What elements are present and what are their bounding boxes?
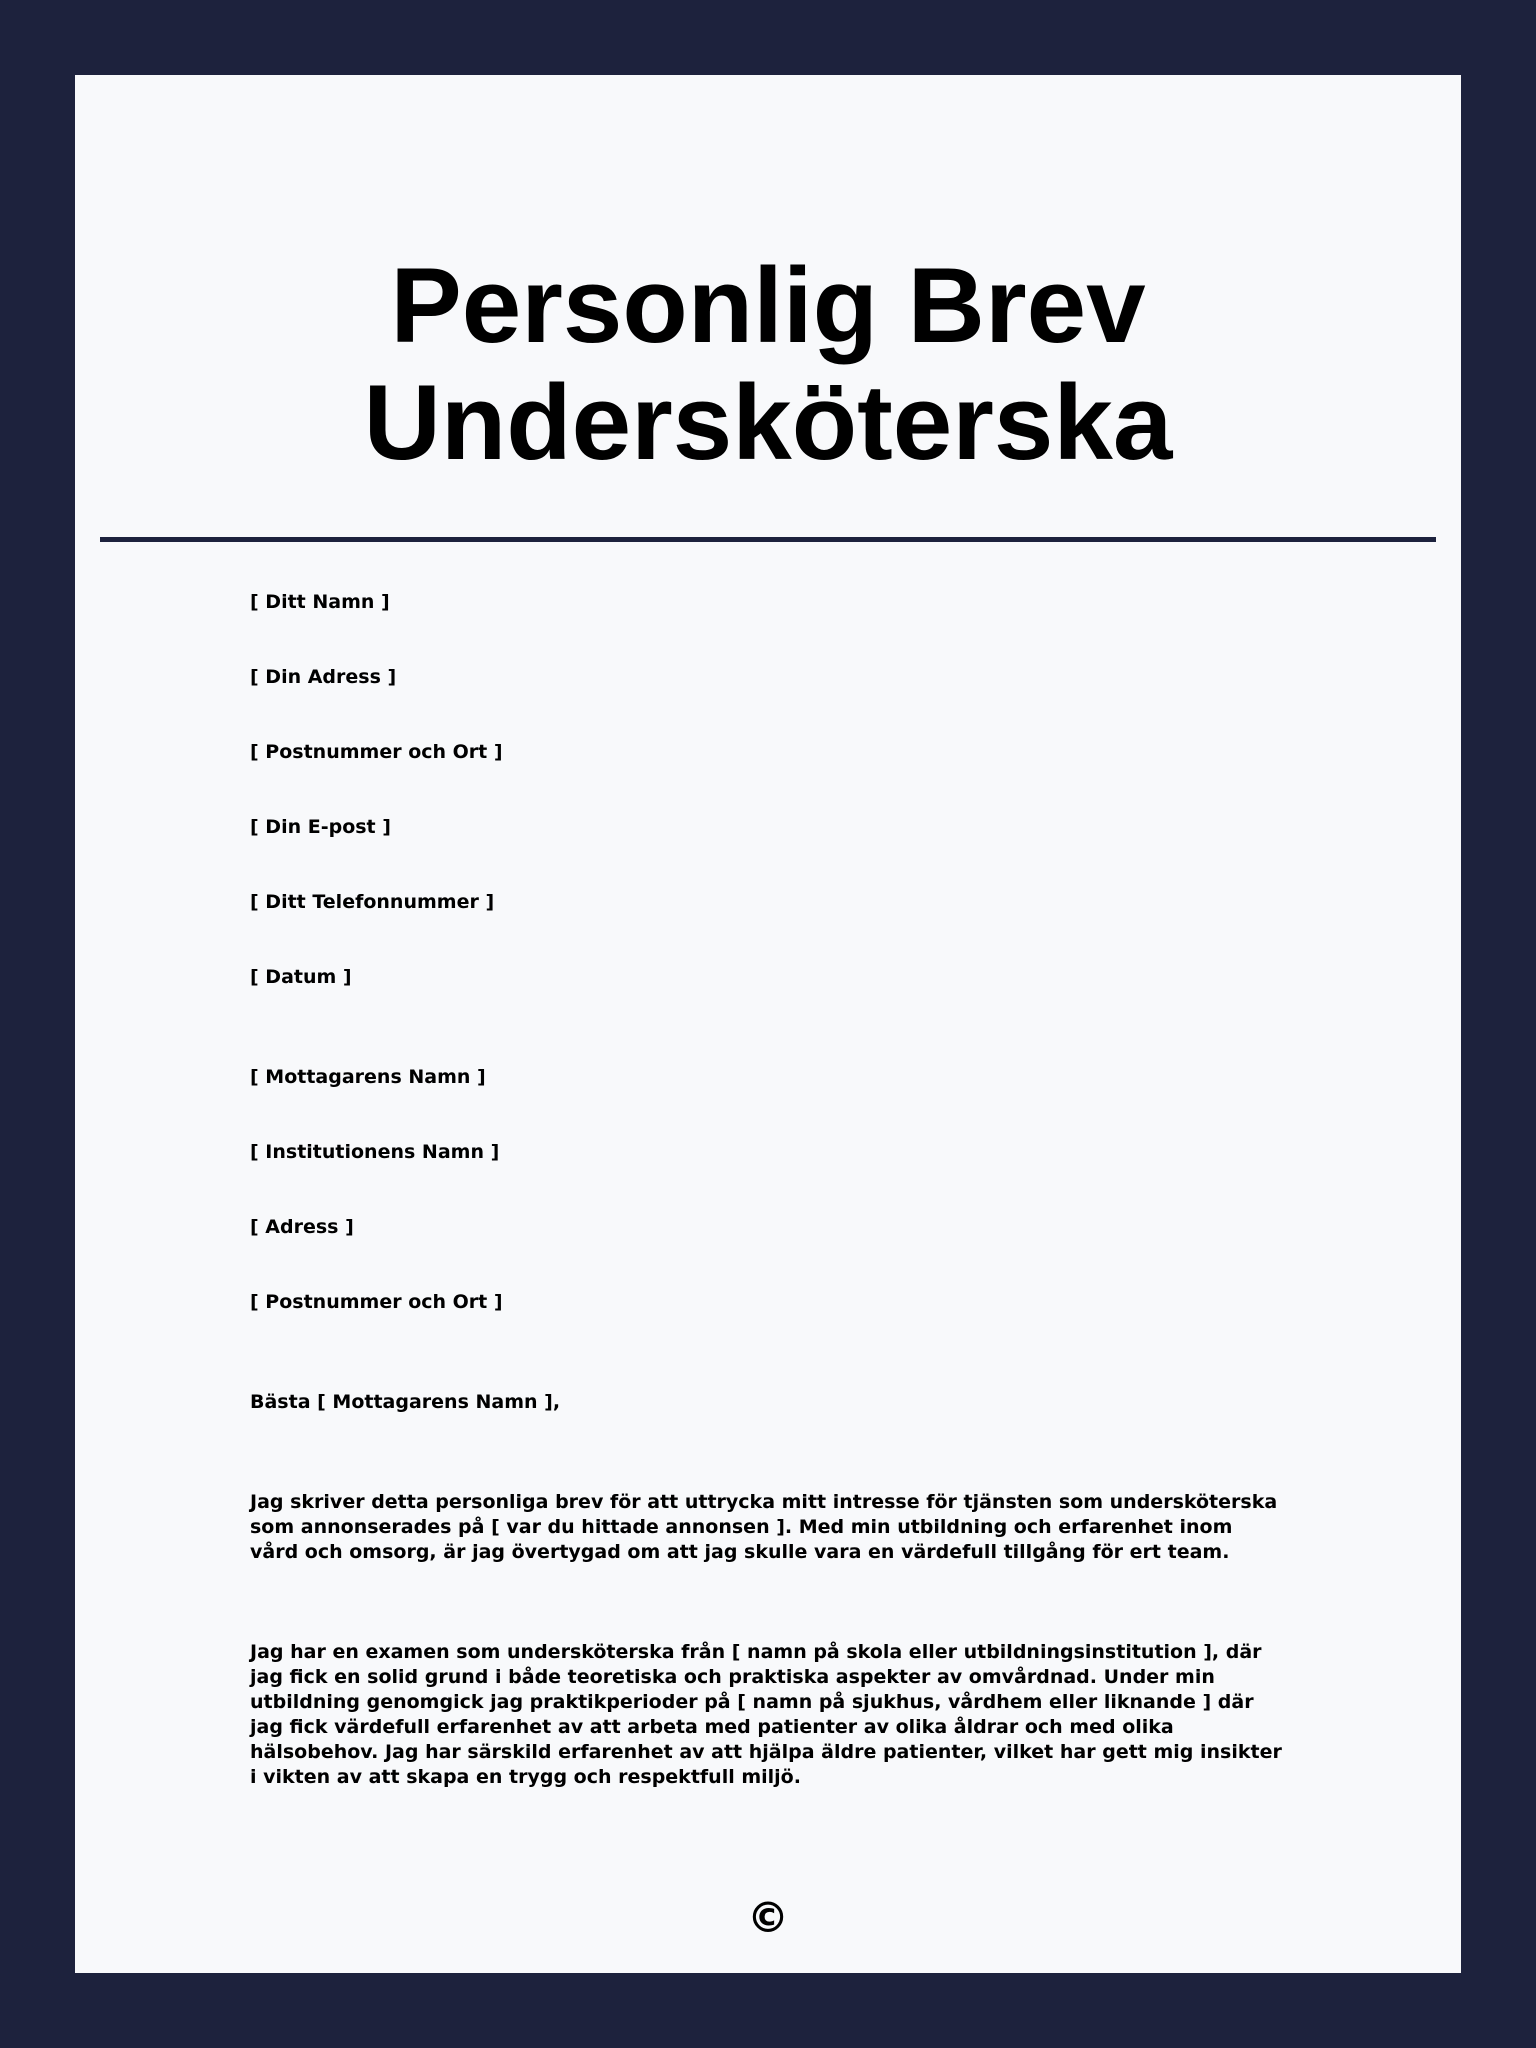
page-title [75, 247, 1461, 481]
sender-address: [ Din Adress ] [250, 666, 397, 688]
title-divider [100, 537, 1436, 542]
recipient-name: [ Mottagarens Namn ] [250, 1066, 486, 1088]
recipient-address: [ Adress ] [250, 1216, 354, 1238]
letter-date: [ Datum ] [250, 966, 352, 988]
letter-page [75, 75, 1461, 1973]
sender-phone: [ Ditt Telefonnummer ] [250, 891, 495, 913]
recipient-institution: [ Institutionens Namn ] [250, 1141, 500, 1163]
title-line-1: Personlig Brev [390, 245, 1146, 365]
body-paragraph-1: Jag skriver detta personliga brev för att uttrycka mitt intresse för tjänsten som undersköterska som annonserades på [ var du hittade annonsen ]. Med min utbildning och erfarenhet inom vård och omsorg, är jag övertygad om att jag skulle vara en värdefull tillgång för ert team. [250, 1491, 1278, 1563]
greeting: Bästa [ Mottagarens Namn ], [250, 1391, 561, 1413]
sender-email: [ Din E-post ] [250, 816, 391, 838]
title-line-2: Undersköterska [363, 362, 1173, 482]
sender-postal: [ Postnummer och Ort ] [250, 741, 503, 763]
copyright-icon: © [747, 1893, 789, 1942]
body-paragraph-2: Jag har en examen som undersköterska från [ namn på skola eller utbildningsinstitution ], där jag fick en solid grund i både teoretiska och praktiska aspekter av omvårdnad. Under min utbildning genomgick jag praktikperioder på [ namn på sjukhus, vårdhem eller liknande ] där jag fick värdefull erfarenhet av att arbeta med patienter av olika åldrar och med olika hälsobehov. Jag har särskild erfarenhet av att hjälpa äldre patienter, vilket har gett mig insikter i vikten av att skapa en trygg och respektfull miljö. [250, 1641, 1282, 1788]
recipient-postal: [ Postnummer och Ort ] [250, 1291, 503, 1313]
sender-name: [ Ditt Namn ] [250, 591, 390, 613]
